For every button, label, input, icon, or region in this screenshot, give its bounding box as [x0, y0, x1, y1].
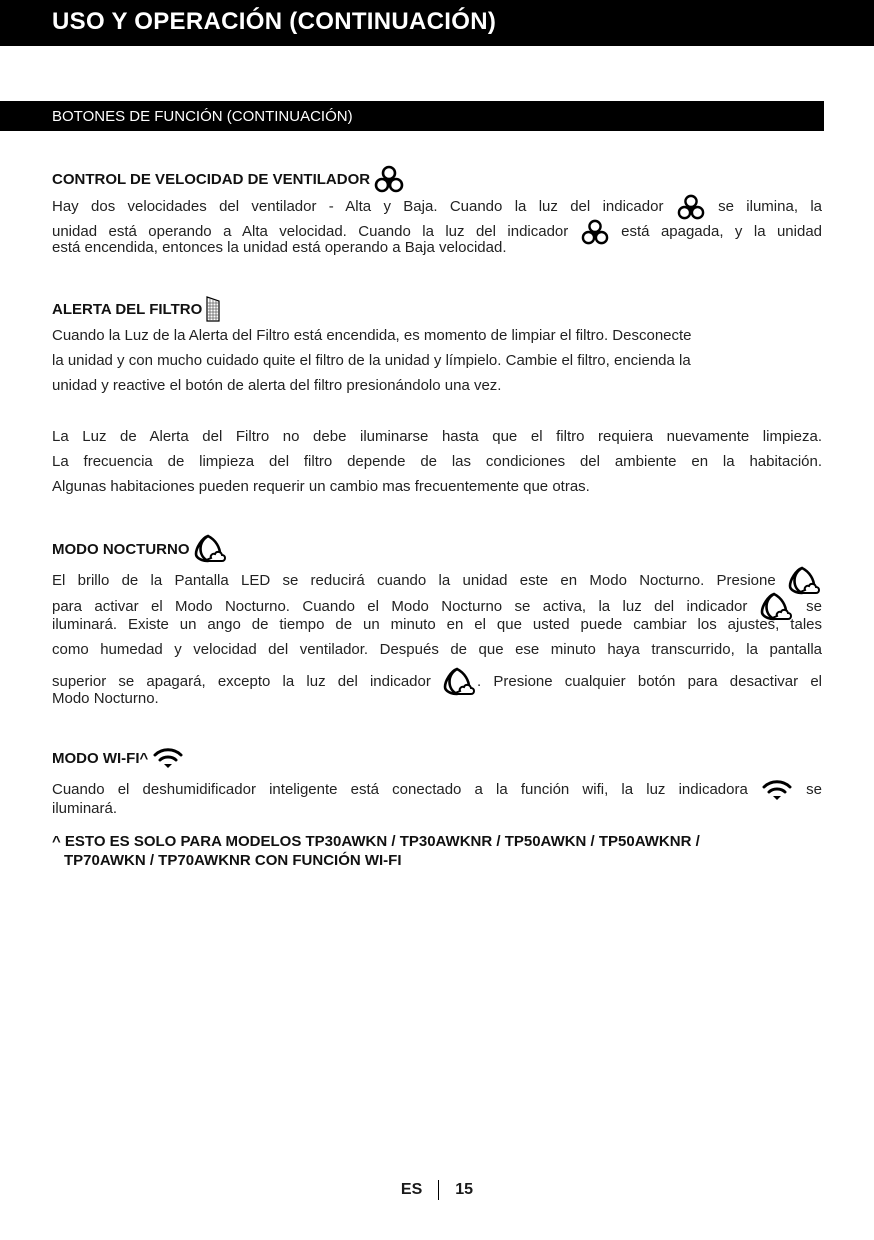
- text-line: iluminará.: [52, 800, 118, 817]
- wifi-mode-heading: [52, 746, 184, 770]
- text-line: Modo Nocturno.: [52, 690, 159, 707]
- text-segment: se: [806, 780, 822, 798]
- heading-text: CONTROL DE VELOCIDAD DE VENTILADOR: [52, 170, 371, 188]
- text-segment: superior se apagará, excepto la luz del indicador: [52, 672, 431, 690]
- text-segment: para activar el Modo Nocturno. Cuando el Modo Nocturno se activa, la luz del indicador: [52, 597, 748, 615]
- heading-text: MODO NOCTURNO: [52, 540, 190, 558]
- text-segment: . Presione cualquier botón para desactivar el: [477, 672, 823, 690]
- text-line: la unidad y con mucho cuidado quite el filtro de la unidad y límpielo. Cambie el filtro, encienda la: [52, 352, 691, 369]
- text-segment: Cuando el deshumidificador inteligente está conectado a la función wifi, la luz indicadora: [52, 780, 748, 798]
- text-line: está encendida, entonces la unidad está operando a Baja velocidad.: [52, 239, 507, 256]
- fan-icon: [374, 165, 404, 193]
- footer-divider: [438, 1180, 439, 1200]
- fan-speed-heading: [52, 165, 404, 193]
- text-segment: se ilumina, la: [718, 197, 822, 215]
- text-line: Algunas habitaciones pueden requerir un cambio mas frecuentemente que otras.: [52, 478, 590, 495]
- wifi-icon: [152, 746, 184, 770]
- text-segment: está apagada, y la unidad: [621, 222, 823, 240]
- text-line: Cuando la Luz de la Alerta del Filtro está encendida, es momento de limpiar el filtro. Desconecte: [52, 327, 692, 344]
- filter-alert-heading: [52, 296, 222, 322]
- moon-cloud-icon: [194, 534, 228, 564]
- heading-text: MODO WI-FI^: [52, 749, 149, 767]
- text-segment: se: [806, 597, 822, 615]
- night-mode-heading: [52, 534, 228, 564]
- model-note-line: ^ ESTO ES SOLO PARA MODELOS TP30AWKN / TP30AWKNR / TP50AWKN / TP50AWKNR /: [52, 833, 700, 850]
- page-number: 15: [455, 1181, 474, 1199]
- text-segment: Hay dos velocidades del ventilador - Alta y Baja. Cuando la luz del indicador: [52, 197, 664, 215]
- fan-icon: [676, 194, 706, 220]
- text-line: iluminará. Existe un ango de tiempo de un minuto en el que usted puede cambiar los ajustes, tales: [52, 616, 822, 633]
- text-line: La frecuencia de limpieza del filtro depende de las condiciones del ambiente en la habitación.: [52, 453, 822, 470]
- text-line: como humedad y velocidad del ventilador. Después de que ese minuto haya transcurrido, la pantalla: [52, 641, 822, 658]
- text-segment: El brillo de la Pantalla LED se reducirá cuando la unidad este en Modo Nocturno. Presione: [52, 571, 776, 589]
- text-line: unidad y reactive el botón de alerta del filtro presionándolo una vez.: [52, 377, 502, 394]
- text-line: [52, 194, 822, 220]
- heading-text: ALERTA DEL FILTRO: [52, 300, 203, 318]
- filter-icon: [206, 296, 222, 322]
- page-title: USO Y OPERACIÓN (CONTINUACIÓN): [52, 8, 497, 35]
- language-code: ES: [400, 1181, 423, 1199]
- section-header-bar: [0, 101, 824, 131]
- model-note-line: TP70AWKN / TP70AWKNR CON FUNCIÓN WI-FI: [64, 852, 402, 869]
- page-footer: [0, 1180, 874, 1200]
- text-line: La Luz de Alerta del Filtro no debe iluminarse hasta que el filtro requiera nuevamente limpieza.: [52, 428, 822, 445]
- page-header-bar: [0, 0, 874, 46]
- text-segment: unidad está operando a Alta velocidad. Cuando la luz del indicador: [52, 222, 569, 240]
- section-title: BOTONES DE FUNCIÓN (CONTINUACIÓN): [52, 108, 353, 125]
